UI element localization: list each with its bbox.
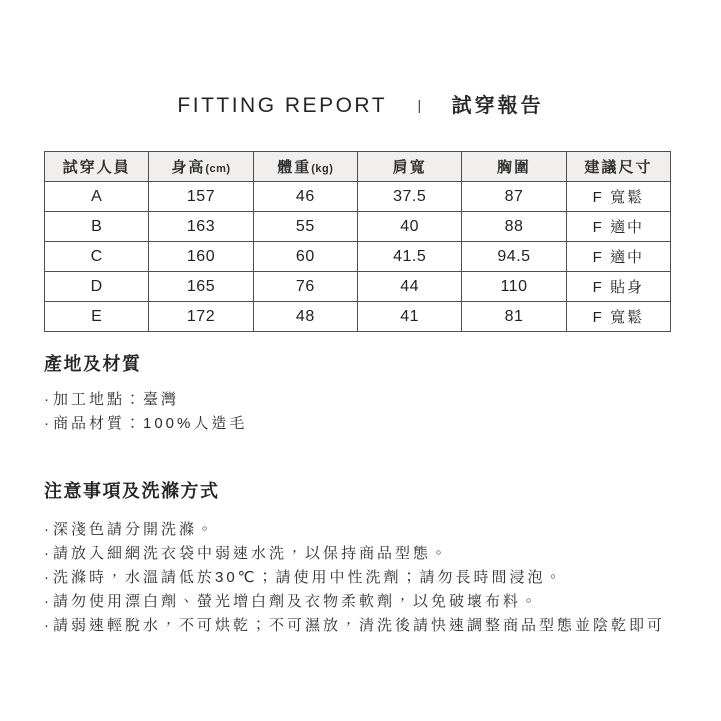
cell-chest: 87	[462, 182, 566, 212]
cell-tester: C	[45, 242, 149, 272]
col-label: 建議尺寸	[584, 159, 653, 176]
care-section-heading: 注意事項及洗滌方式	[44, 481, 220, 501]
cell-weight: 76	[253, 272, 357, 302]
bullet-marker: ·	[44, 415, 49, 432]
col-label: 身高	[171, 159, 206, 176]
title-english: FITTING REPORT	[177, 94, 388, 117]
cell-height: 165	[149, 272, 253, 302]
col-header-weight	[253, 152, 357, 182]
cell-shoulder: 37.5	[357, 182, 461, 212]
material-list	[44, 388, 677, 436]
col-header-height	[149, 152, 253, 182]
cell-tester: E	[45, 302, 149, 332]
cell-weight: 48	[253, 302, 357, 332]
cell-chest: 81	[462, 302, 566, 332]
cell-tester: A	[45, 182, 149, 212]
list-item-text: 商品材質：100%人造毛	[53, 415, 248, 432]
col-label: 試穿人員	[62, 159, 131, 176]
list-item	[44, 518, 677, 542]
cell-shoulder: 44	[357, 272, 461, 302]
table-row	[45, 272, 671, 302]
bullet-marker: ·	[44, 569, 49, 586]
table-row	[45, 182, 671, 212]
bullet-marker: ·	[44, 521, 49, 538]
table-row	[45, 242, 671, 272]
col-label: 肩寬	[392, 159, 427, 176]
title-divider: |	[417, 97, 422, 113]
cell-height: 172	[149, 302, 253, 332]
fitting-table	[44, 151, 671, 332]
list-item	[44, 388, 677, 412]
fitting-table-header	[45, 152, 671, 182]
cell-height: 160	[149, 242, 253, 272]
col-header-tester	[45, 152, 149, 182]
col-unit: (cm)	[205, 163, 231, 175]
cell-height: 163	[149, 212, 253, 242]
cell-size: F 適中	[566, 212, 670, 242]
cell-chest: 110	[462, 272, 566, 302]
cell-tester: D	[45, 272, 149, 302]
care-list	[44, 518, 677, 638]
list-item-text: 洗滌時，水溫請低於30℃；請使用中性洗劑；請勿長時間浸泡。	[53, 569, 564, 586]
col-header-shoulder	[357, 152, 461, 182]
cell-tester: B	[45, 212, 149, 242]
list-item-text: 加工地點：臺灣	[53, 391, 180, 408]
bullet-marker: ·	[44, 545, 49, 562]
list-item	[44, 542, 677, 566]
bullet-marker: ·	[44, 617, 49, 634]
col-header-chest	[462, 152, 566, 182]
cell-size: F 寬鬆	[566, 182, 670, 212]
list-item	[44, 590, 677, 614]
cell-weight: 46	[253, 182, 357, 212]
col-unit: (kg)	[311, 163, 334, 175]
cell-shoulder: 41.5	[357, 242, 461, 272]
cell-size: F 寬鬆	[566, 302, 670, 332]
list-item-text: 深淺色請分開洗滌。	[53, 521, 216, 538]
col-label: 胸圍	[496, 159, 531, 176]
cell-size: F 貼身	[566, 272, 670, 302]
cell-chest: 94.5	[462, 242, 566, 272]
cell-weight: 60	[253, 242, 357, 272]
section-material	[44, 354, 677, 436]
bullet-marker: ·	[44, 593, 49, 610]
material-section-heading: 產地及材質	[44, 354, 142, 374]
list-item-text: 請弱速輕脫水，不可烘乾；不可濕放，清洗後請快速調整商品型態並陰乾即可	[53, 617, 666, 634]
cell-height: 157	[149, 182, 253, 212]
fitting-table-body	[45, 182, 671, 332]
title-chinese: 試穿報告	[451, 95, 544, 117]
page-title	[44, 93, 677, 119]
cell-chest: 88	[462, 212, 566, 242]
table-row	[45, 212, 671, 242]
cell-size: F 適中	[566, 242, 670, 272]
col-header-size	[566, 152, 670, 182]
cell-shoulder: 41	[357, 302, 461, 332]
cell-shoulder: 40	[357, 212, 461, 242]
table-row	[45, 302, 671, 332]
cell-weight: 55	[253, 212, 357, 242]
list-item-text: 請放入細網洗衣袋中弱速水洗，以保持商品型態。	[53, 545, 450, 562]
col-label: 體重	[277, 159, 312, 176]
list-item	[44, 614, 677, 638]
header-row	[45, 152, 671, 182]
list-item	[44, 566, 677, 590]
list-item-text: 請勿使用漂白劑、螢光增白劑及衣物柔軟劑，以免破壞布料。	[53, 593, 540, 610]
list-item	[44, 412, 677, 436]
bullet-marker: ·	[44, 391, 49, 408]
section-care	[44, 481, 677, 638]
